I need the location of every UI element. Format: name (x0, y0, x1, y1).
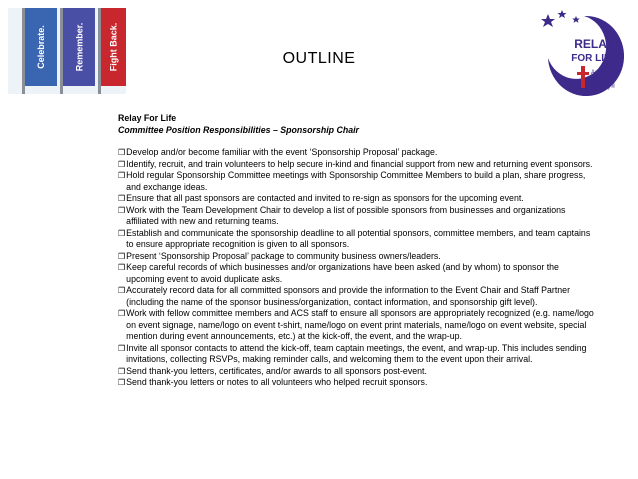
list-item (118, 343, 596, 366)
list-item (118, 147, 596, 159)
acs-sword-icon (581, 66, 585, 88)
checkbox-bullet-icon: ❒ (118, 171, 126, 180)
logo-text-american: American (591, 70, 617, 76)
heading: Relay For Life (118, 113, 177, 123)
list-item (118, 251, 596, 263)
list-item-text: Establish and communicate the sponsorship deadline to all potential sponsors, committee members, and team captains to ensure appropriate recognition is given to all sponsors. (126, 227, 591, 249)
logo-text-relay: RELAY (574, 37, 614, 51)
checkbox-bullet-icon: ❒ (118, 286, 126, 295)
list-item-text: Work with fellow committee members and ACS staff to ensure all sponsors are appropriately recognized (e.g. name/logo on event signage, name/logo on event t-shirt, name/logo on event print materials, name/logo on event website, special mention during event announcements, etc.) at the kick-off, the event, and the wrap-up. (126, 308, 594, 341)
relay-for-life-logo (536, 8, 634, 108)
list-item (118, 285, 596, 308)
star-icon (558, 10, 567, 18)
star-icon (572, 16, 580, 23)
checkbox-bullet-icon: ❒ (118, 309, 126, 318)
checkbox-bullet-icon: ❒ (118, 205, 126, 215)
checkbox-bullet-icon: ❒ (118, 343, 126, 353)
list-item-text: Develop and/or become familiar with the event ‘Sponsorship Proposal’ package. (126, 147, 438, 157)
list-item-text: Send thank-you letters, certificates, and/or awards to all sponsors post-event. (126, 365, 427, 376)
list-item (118, 377, 596, 389)
checkbox-bullet-icon: ❒ (118, 263, 126, 272)
logo-text-for-life: FOR LIFE (571, 53, 617, 64)
list-item (118, 205, 596, 228)
checkbox-bullet-icon: ❒ (118, 159, 126, 169)
outline-body (118, 113, 596, 389)
list-item-text: Invite all sponsor contacts to attend the kick-off, team captain meetings, the event, and wrap-up. This includes sending invitations, collecting RSVPs, making reminder calls, and welcoming them to the event upon their arrival. (126, 342, 587, 364)
list-item-text: Identify, recruit, and train volunteers to help secure in-kind and financial support from new and returning event sponsors. (126, 158, 593, 169)
list-item (118, 262, 596, 285)
list-item (118, 366, 596, 378)
list-item-text: Ensure that all past sponsors are contacted and invited to re-sign as sponsors for the upcoming event. (126, 193, 524, 203)
checkbox-bullet-icon: ❒ (118, 228, 126, 238)
list-item-text: Keep careful records of which businesses and/or organizations have been asked (and by whom) to sponsor the upcoming event to avoid duplicate asks. (126, 262, 559, 284)
banner-celebrate: Celebrate. (25, 8, 57, 86)
page-title: OUTLINE (282, 50, 356, 67)
list-item-text: Send thank-you letters or notes to all volunteers who helped recruit sponsors. (126, 377, 428, 387)
checkbox-bullet-icon: ❒ (118, 148, 126, 157)
list-item (118, 308, 596, 343)
list-item-text: Work with the Team Development Chair to develop a list of possible sponsors from businesses and organizations affiliated with new and returning teams. (126, 204, 566, 226)
checkbox-bullet-icon: ❒ (118, 251, 126, 261)
list-item-text: Hold regular Sponsorship Committee meetings with Sponsorship Committee Members to build a plan, share progress, and exchange ideas. (126, 170, 586, 192)
responsibility-list (118, 147, 596, 389)
subheading: Committee Position Responsibilities – Sponsorship Chair (118, 124, 359, 135)
banner-fight-back: Fight Back. (101, 8, 126, 86)
checkbox-bullet-icon: ❒ (118, 378, 126, 387)
list-item (118, 193, 596, 205)
star-icon (541, 14, 555, 27)
list-item (118, 228, 596, 251)
list-item (118, 159, 596, 171)
checkbox-bullet-icon: ❒ (118, 366, 126, 376)
list-item-text: Present ‘Sponsorship Proposal’ package to community business owners/leaders. (126, 250, 441, 261)
list-item-text: Accurately record data for all committed sponsors and provide the information to the Event Chair and Staff Partner (including the name of the sponsor business/organization, contact information, and sponsorship gift level). (126, 285, 570, 307)
banner-remember: Remember. (63, 8, 95, 86)
list-item (118, 170, 596, 193)
checkbox-bullet-icon: ❒ (118, 194, 126, 203)
logo-text-cancer: Cancer (591, 77, 611, 83)
logo-text-society: Society® (591, 84, 616, 90)
